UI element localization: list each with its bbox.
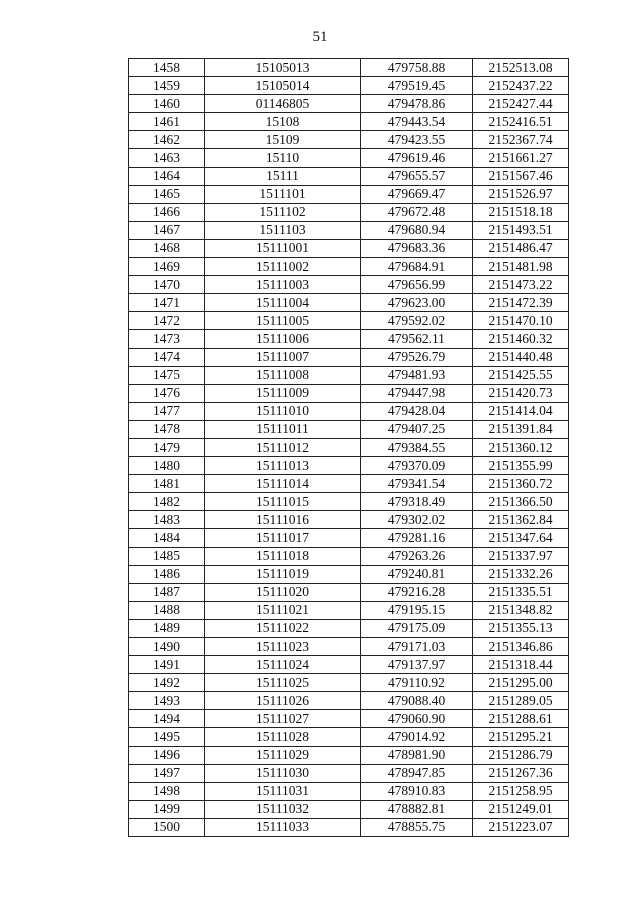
x-coordinate-cell: 479478.86 bbox=[361, 95, 473, 113]
point-code-cell: 15111020 bbox=[205, 583, 361, 601]
x-coordinate-cell: 479137.97 bbox=[361, 656, 473, 674]
table-row bbox=[129, 674, 569, 692]
x-coordinate-cell: 479060.90 bbox=[361, 710, 473, 728]
row-number-cell: 1496 bbox=[129, 746, 205, 764]
x-coordinate-cell: 479684.91 bbox=[361, 258, 473, 276]
y-coordinate-cell: 2151414.04 bbox=[473, 402, 569, 420]
point-code-cell: 01146805 bbox=[205, 95, 361, 113]
table-row bbox=[129, 203, 569, 221]
row-number-cell: 1467 bbox=[129, 221, 205, 239]
x-coordinate-cell: 479110.92 bbox=[361, 674, 473, 692]
y-coordinate-cell: 2151470.10 bbox=[473, 312, 569, 330]
point-code-cell: 15111026 bbox=[205, 692, 361, 710]
x-coordinate-cell: 479407.25 bbox=[361, 420, 473, 438]
y-coordinate-cell: 2151493.51 bbox=[473, 221, 569, 239]
table-row bbox=[129, 77, 569, 95]
row-number-cell: 1459 bbox=[129, 77, 205, 95]
point-code-cell: 15111004 bbox=[205, 294, 361, 312]
table-row bbox=[129, 475, 569, 493]
row-number-cell: 1458 bbox=[129, 59, 205, 77]
table-row bbox=[129, 185, 569, 203]
point-code-cell: 15111021 bbox=[205, 601, 361, 619]
row-number-cell: 1489 bbox=[129, 619, 205, 637]
row-number-cell: 1482 bbox=[129, 493, 205, 511]
point-code-cell: 1511101 bbox=[205, 185, 361, 203]
x-coordinate-cell: 479481.93 bbox=[361, 366, 473, 384]
x-coordinate-cell: 479175.09 bbox=[361, 619, 473, 637]
x-coordinate-cell: 479428.04 bbox=[361, 402, 473, 420]
table-row bbox=[129, 438, 569, 456]
x-coordinate-cell: 479526.79 bbox=[361, 348, 473, 366]
point-code-cell: 15111022 bbox=[205, 619, 361, 637]
y-coordinate-cell: 2152513.08 bbox=[473, 59, 569, 77]
row-number-cell: 1479 bbox=[129, 438, 205, 456]
table-row bbox=[129, 330, 569, 348]
y-coordinate-cell: 2151258.95 bbox=[473, 782, 569, 800]
point-code-cell: 15111 bbox=[205, 167, 361, 185]
x-coordinate-cell: 479171.03 bbox=[361, 638, 473, 656]
table-row bbox=[129, 818, 569, 836]
y-coordinate-cell: 2151391.84 bbox=[473, 420, 569, 438]
table-row bbox=[129, 276, 569, 294]
y-coordinate-cell: 2152437.22 bbox=[473, 77, 569, 95]
y-coordinate-cell: 2151249.01 bbox=[473, 800, 569, 818]
row-number-cell: 1461 bbox=[129, 113, 205, 131]
x-coordinate-cell: 479447.98 bbox=[361, 384, 473, 402]
y-coordinate-cell: 2151481.98 bbox=[473, 258, 569, 276]
row-number-cell: 1495 bbox=[129, 728, 205, 746]
point-code-cell: 15111028 bbox=[205, 728, 361, 746]
x-coordinate-cell: 479656.99 bbox=[361, 276, 473, 294]
row-number-cell: 1492 bbox=[129, 674, 205, 692]
row-number-cell: 1475 bbox=[129, 366, 205, 384]
table-row bbox=[129, 348, 569, 366]
x-coordinate-cell: 479672.48 bbox=[361, 203, 473, 221]
table-row bbox=[129, 366, 569, 384]
row-number-cell: 1480 bbox=[129, 457, 205, 475]
point-code-cell: 15110 bbox=[205, 149, 361, 167]
row-number-cell: 1488 bbox=[129, 601, 205, 619]
point-code-cell: 15111011 bbox=[205, 420, 361, 438]
x-coordinate-cell: 479423.55 bbox=[361, 131, 473, 149]
table-row bbox=[129, 511, 569, 529]
x-coordinate-cell: 479519.45 bbox=[361, 77, 473, 95]
table-row bbox=[129, 493, 569, 511]
y-coordinate-cell: 2151288.61 bbox=[473, 710, 569, 728]
point-code-cell: 15111014 bbox=[205, 475, 361, 493]
point-code-cell: 15111008 bbox=[205, 366, 361, 384]
point-code-cell: 15111018 bbox=[205, 547, 361, 565]
point-code-cell: 15111002 bbox=[205, 258, 361, 276]
point-code-cell: 15105014 bbox=[205, 77, 361, 95]
point-code-cell: 15111030 bbox=[205, 764, 361, 782]
x-coordinate-cell: 479263.26 bbox=[361, 547, 473, 565]
row-number-cell: 1476 bbox=[129, 384, 205, 402]
x-coordinate-cell: 478910.83 bbox=[361, 782, 473, 800]
y-coordinate-cell: 2152427.44 bbox=[473, 95, 569, 113]
table-row bbox=[129, 619, 569, 637]
y-coordinate-cell: 2151267.36 bbox=[473, 764, 569, 782]
table-row bbox=[129, 258, 569, 276]
row-number-cell: 1498 bbox=[129, 782, 205, 800]
x-coordinate-cell: 479758.88 bbox=[361, 59, 473, 77]
point-code-cell: 1511103 bbox=[205, 221, 361, 239]
point-code-cell: 15111015 bbox=[205, 493, 361, 511]
point-code-cell: 15111032 bbox=[205, 800, 361, 818]
x-coordinate-cell: 479655.57 bbox=[361, 167, 473, 185]
table-row bbox=[129, 638, 569, 656]
x-coordinate-cell: 479088.40 bbox=[361, 692, 473, 710]
y-coordinate-cell: 2151346.86 bbox=[473, 638, 569, 656]
y-coordinate-cell: 2151332.26 bbox=[473, 565, 569, 583]
y-coordinate-cell: 2151486.47 bbox=[473, 239, 569, 257]
point-code-cell: 15111016 bbox=[205, 511, 361, 529]
point-code-cell: 15111024 bbox=[205, 656, 361, 674]
point-code-cell: 15111033 bbox=[205, 818, 361, 836]
row-number-cell: 1464 bbox=[129, 167, 205, 185]
table-row bbox=[129, 782, 569, 800]
row-number-cell: 1462 bbox=[129, 131, 205, 149]
table-row bbox=[129, 239, 569, 257]
table-row bbox=[129, 746, 569, 764]
table-row bbox=[129, 565, 569, 583]
y-coordinate-cell: 2152367.74 bbox=[473, 131, 569, 149]
coordinates-table-body bbox=[129, 59, 569, 837]
coordinates-table bbox=[128, 58, 569, 837]
x-coordinate-cell: 478981.90 bbox=[361, 746, 473, 764]
row-number-cell: 1484 bbox=[129, 529, 205, 547]
y-coordinate-cell: 2151360.72 bbox=[473, 475, 569, 493]
table-row bbox=[129, 131, 569, 149]
row-number-cell: 1483 bbox=[129, 511, 205, 529]
row-number-cell: 1473 bbox=[129, 330, 205, 348]
row-number-cell: 1471 bbox=[129, 294, 205, 312]
point-code-cell: 15111031 bbox=[205, 782, 361, 800]
table-row bbox=[129, 800, 569, 818]
table-row bbox=[129, 547, 569, 565]
row-number-cell: 1491 bbox=[129, 656, 205, 674]
x-coordinate-cell: 479443.54 bbox=[361, 113, 473, 131]
x-coordinate-cell: 479341.54 bbox=[361, 475, 473, 493]
x-coordinate-cell: 479240.81 bbox=[361, 565, 473, 583]
y-coordinate-cell: 2151360.12 bbox=[473, 438, 569, 456]
y-coordinate-cell: 2151460.32 bbox=[473, 330, 569, 348]
point-code-cell: 15111023 bbox=[205, 638, 361, 656]
y-coordinate-cell: 2151473.22 bbox=[473, 276, 569, 294]
y-coordinate-cell: 2151366.50 bbox=[473, 493, 569, 511]
y-coordinate-cell: 2151295.21 bbox=[473, 728, 569, 746]
row-number-cell: 1477 bbox=[129, 402, 205, 420]
x-coordinate-cell: 479014.92 bbox=[361, 728, 473, 746]
y-coordinate-cell: 2151420.73 bbox=[473, 384, 569, 402]
row-number-cell: 1468 bbox=[129, 239, 205, 257]
table-row bbox=[129, 583, 569, 601]
y-coordinate-cell: 2151355.13 bbox=[473, 619, 569, 637]
point-code-cell: 15105013 bbox=[205, 59, 361, 77]
y-coordinate-cell: 2151355.99 bbox=[473, 457, 569, 475]
y-coordinate-cell: 2151440.48 bbox=[473, 348, 569, 366]
table-row bbox=[129, 95, 569, 113]
row-number-cell: 1490 bbox=[129, 638, 205, 656]
row-number-cell: 1499 bbox=[129, 800, 205, 818]
row-number-cell: 1500 bbox=[129, 818, 205, 836]
y-coordinate-cell: 2151661.27 bbox=[473, 149, 569, 167]
y-coordinate-cell: 2151295.00 bbox=[473, 674, 569, 692]
table-row bbox=[129, 221, 569, 239]
x-coordinate-cell: 479680.94 bbox=[361, 221, 473, 239]
x-coordinate-cell: 479669.47 bbox=[361, 185, 473, 203]
y-coordinate-cell: 2151348.82 bbox=[473, 601, 569, 619]
row-number-cell: 1481 bbox=[129, 475, 205, 493]
y-coordinate-cell: 2151567.46 bbox=[473, 167, 569, 185]
row-number-cell: 1478 bbox=[129, 420, 205, 438]
table-row bbox=[129, 692, 569, 710]
x-coordinate-cell: 479216.28 bbox=[361, 583, 473, 601]
x-coordinate-cell: 479623.00 bbox=[361, 294, 473, 312]
row-number-cell: 1463 bbox=[129, 149, 205, 167]
x-coordinate-cell: 478855.75 bbox=[361, 818, 473, 836]
table-row bbox=[129, 113, 569, 131]
table-row bbox=[129, 420, 569, 438]
y-coordinate-cell: 2151337.97 bbox=[473, 547, 569, 565]
point-code-cell: 15111012 bbox=[205, 438, 361, 456]
table-row bbox=[129, 728, 569, 746]
row-number-cell: 1474 bbox=[129, 348, 205, 366]
table-row bbox=[129, 601, 569, 619]
table-row bbox=[129, 656, 569, 674]
row-number-cell: 1487 bbox=[129, 583, 205, 601]
y-coordinate-cell: 2151289.05 bbox=[473, 692, 569, 710]
page-number: 51 bbox=[312, 29, 328, 45]
point-code-cell: 15111007 bbox=[205, 348, 361, 366]
row-number-cell: 1493 bbox=[129, 692, 205, 710]
row-number-cell: 1497 bbox=[129, 764, 205, 782]
table-row bbox=[129, 312, 569, 330]
y-coordinate-cell: 2151362.84 bbox=[473, 511, 569, 529]
table-row bbox=[129, 402, 569, 420]
x-coordinate-cell: 479370.09 bbox=[361, 457, 473, 475]
point-code-cell: 15111027 bbox=[205, 710, 361, 728]
table-row bbox=[129, 710, 569, 728]
row-number-cell: 1485 bbox=[129, 547, 205, 565]
point-code-cell: 15111005 bbox=[205, 312, 361, 330]
y-coordinate-cell: 2151472.39 bbox=[473, 294, 569, 312]
y-coordinate-cell: 2151526.97 bbox=[473, 185, 569, 203]
x-coordinate-cell: 478882.81 bbox=[361, 800, 473, 818]
point-code-cell: 15108 bbox=[205, 113, 361, 131]
table-row bbox=[129, 167, 569, 185]
y-coordinate-cell: 2151223.07 bbox=[473, 818, 569, 836]
y-coordinate-cell: 2151425.55 bbox=[473, 366, 569, 384]
point-code-cell: 15111025 bbox=[205, 674, 361, 692]
row-number-cell: 1469 bbox=[129, 258, 205, 276]
table-row bbox=[129, 457, 569, 475]
table-row bbox=[129, 764, 569, 782]
x-coordinate-cell: 479592.02 bbox=[361, 312, 473, 330]
point-code-cell: 15111006 bbox=[205, 330, 361, 348]
row-number-cell: 1486 bbox=[129, 565, 205, 583]
table-row bbox=[129, 59, 569, 77]
x-coordinate-cell: 479195.15 bbox=[361, 601, 473, 619]
row-number-cell: 1472 bbox=[129, 312, 205, 330]
table-row bbox=[129, 149, 569, 167]
point-code-cell: 15111029 bbox=[205, 746, 361, 764]
point-code-cell: 15111009 bbox=[205, 384, 361, 402]
point-code-cell: 15111010 bbox=[205, 402, 361, 420]
point-code-cell: 15111001 bbox=[205, 239, 361, 257]
row-number-cell: 1465 bbox=[129, 185, 205, 203]
table-row bbox=[129, 384, 569, 402]
x-coordinate-cell: 479683.36 bbox=[361, 239, 473, 257]
row-number-cell: 1470 bbox=[129, 276, 205, 294]
point-code-cell: 15111019 bbox=[205, 565, 361, 583]
point-code-cell: 15109 bbox=[205, 131, 361, 149]
point-code-cell: 15111013 bbox=[205, 457, 361, 475]
y-coordinate-cell: 2151347.64 bbox=[473, 529, 569, 547]
y-coordinate-cell: 2152416.51 bbox=[473, 113, 569, 131]
x-coordinate-cell: 478947.85 bbox=[361, 764, 473, 782]
row-number-cell: 1494 bbox=[129, 710, 205, 728]
point-code-cell: 1511102 bbox=[205, 203, 361, 221]
x-coordinate-cell: 479318.49 bbox=[361, 493, 473, 511]
y-coordinate-cell: 2151335.51 bbox=[473, 583, 569, 601]
x-coordinate-cell: 479562.11 bbox=[361, 330, 473, 348]
x-coordinate-cell: 479619.46 bbox=[361, 149, 473, 167]
point-code-cell: 15111003 bbox=[205, 276, 361, 294]
y-coordinate-cell: 2151518.18 bbox=[473, 203, 569, 221]
x-coordinate-cell: 479384.55 bbox=[361, 438, 473, 456]
x-coordinate-cell: 479281.16 bbox=[361, 529, 473, 547]
x-coordinate-cell: 479302.02 bbox=[361, 511, 473, 529]
row-number-cell: 1466 bbox=[129, 203, 205, 221]
table-row bbox=[129, 294, 569, 312]
y-coordinate-cell: 2151286.79 bbox=[473, 746, 569, 764]
point-code-cell: 15111017 bbox=[205, 529, 361, 547]
row-number-cell: 1460 bbox=[129, 95, 205, 113]
table-row bbox=[129, 529, 569, 547]
y-coordinate-cell: 2151318.44 bbox=[473, 656, 569, 674]
